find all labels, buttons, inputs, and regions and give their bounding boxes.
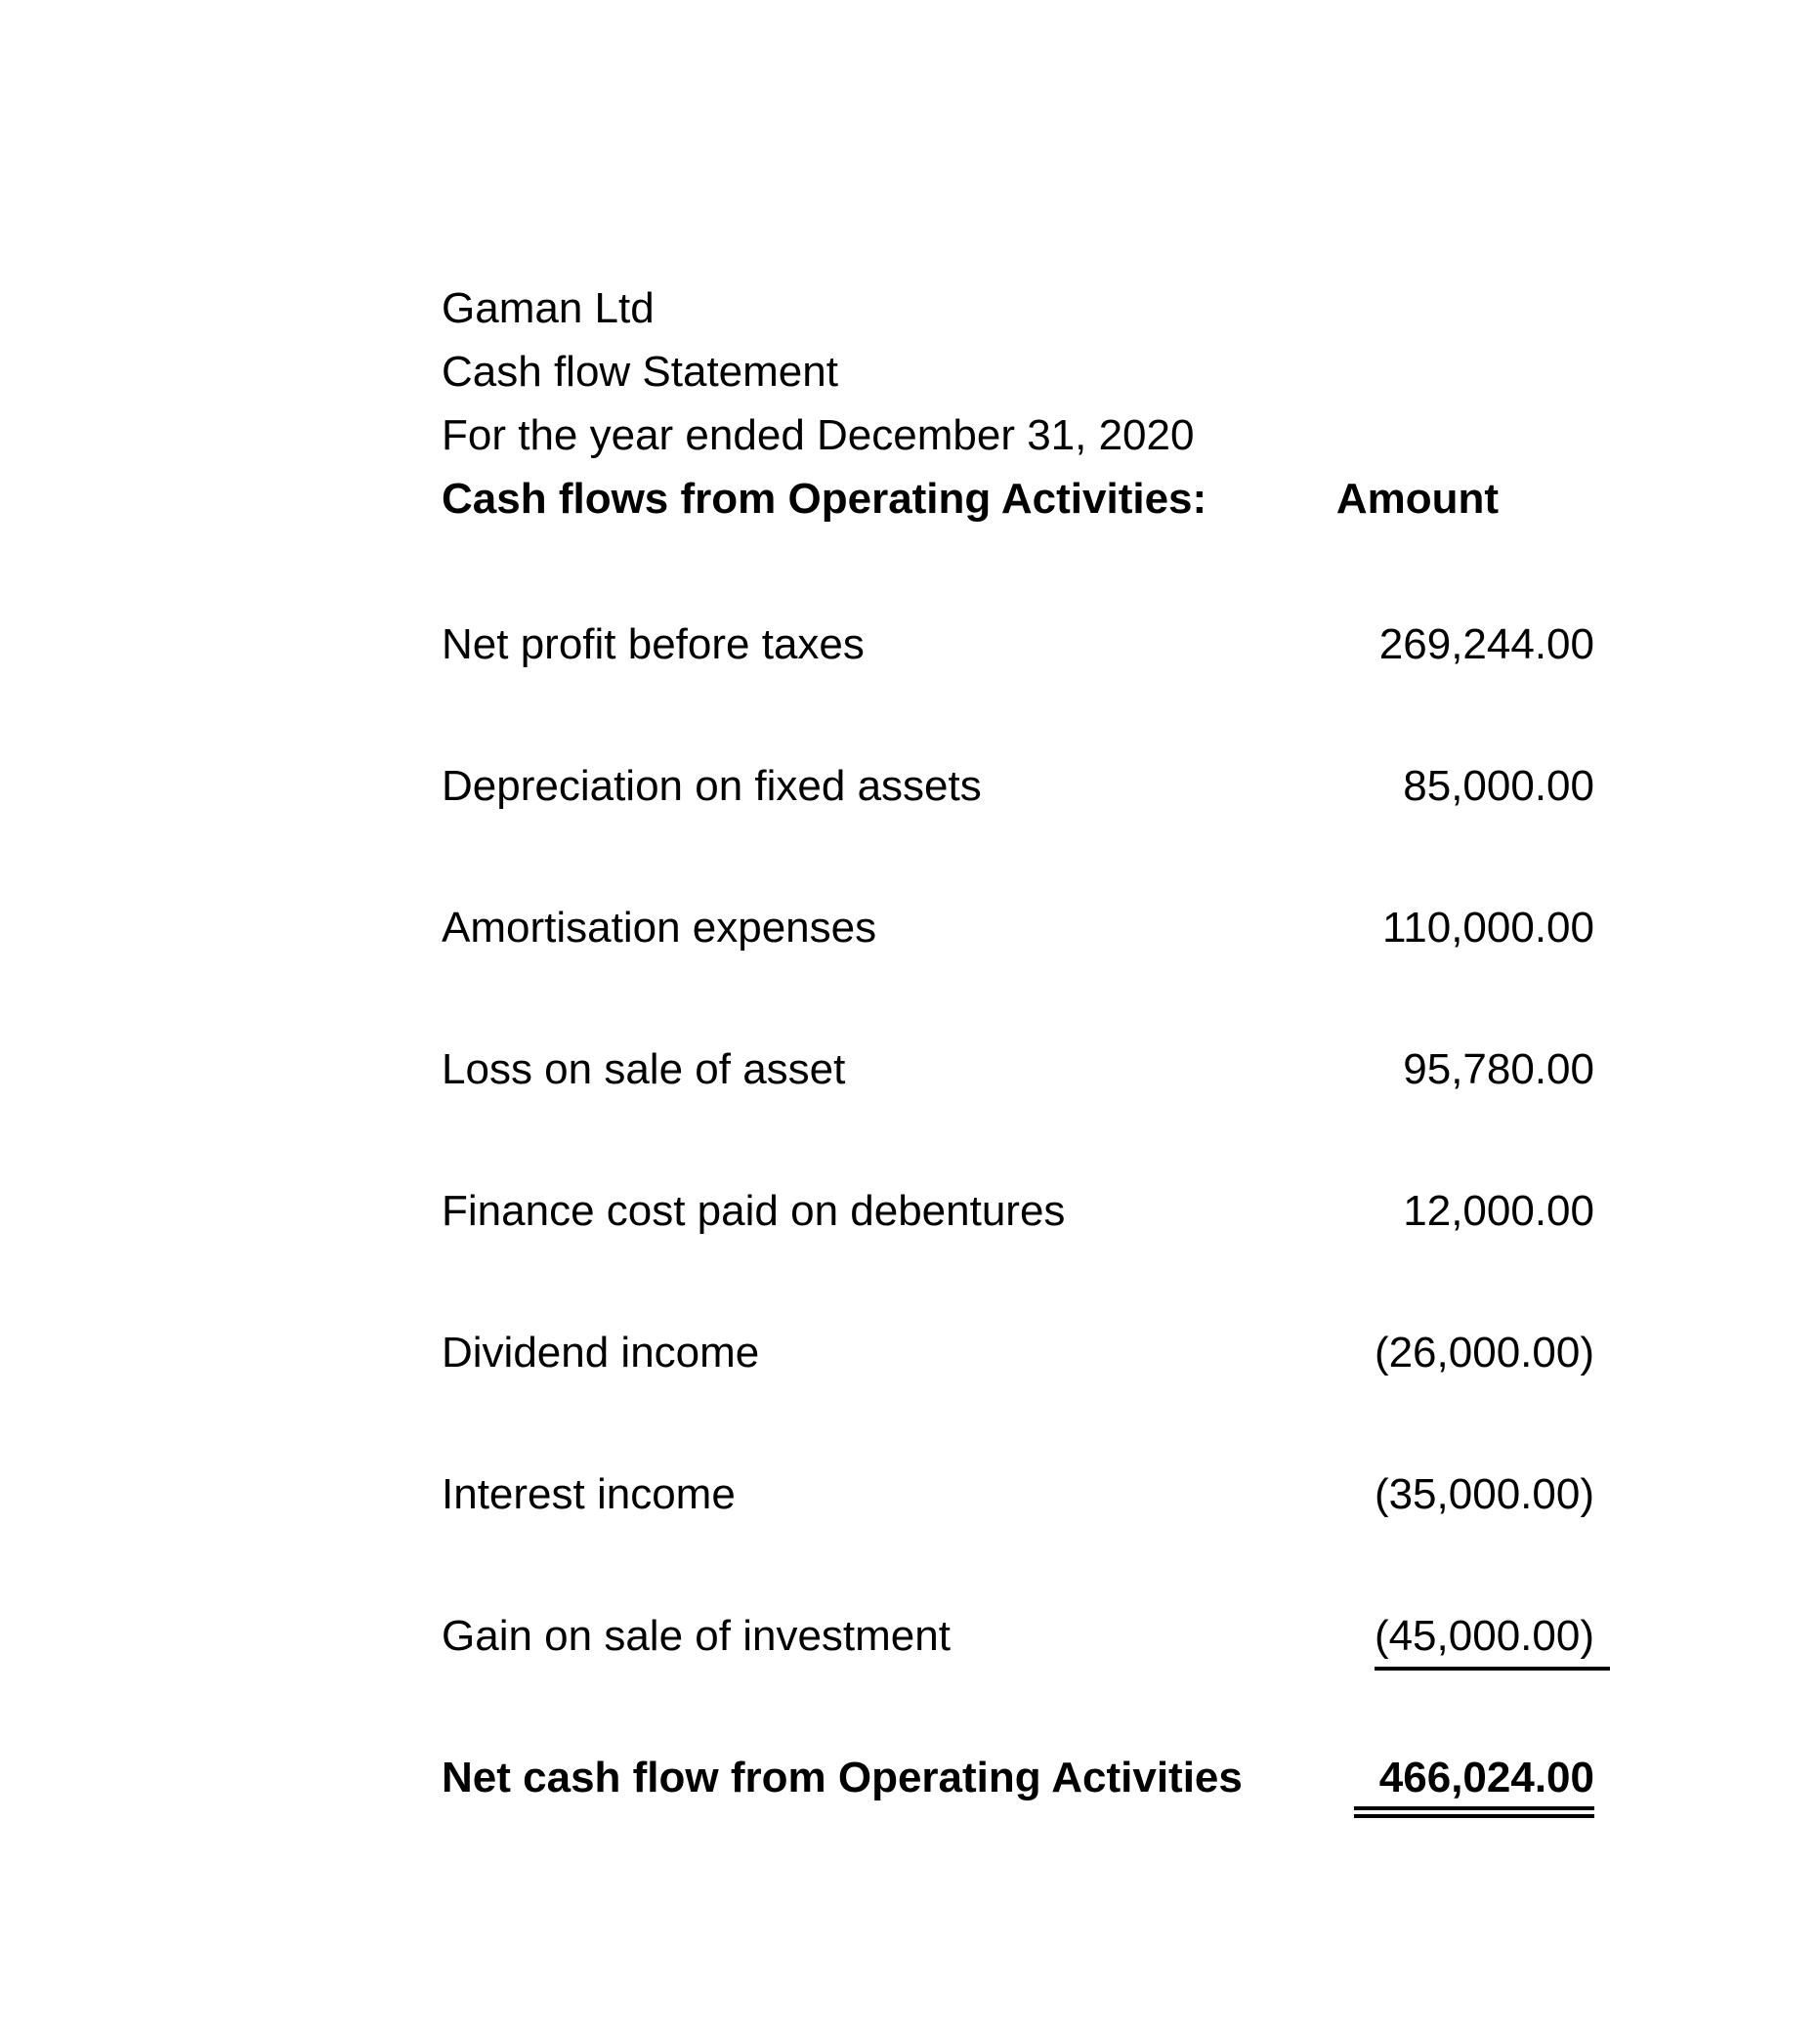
table-row (442, 1045, 1594, 1094)
document-header (442, 276, 1594, 530)
row-amount: 12,000.00 (1403, 1187, 1594, 1235)
table-row (442, 762, 1594, 811)
section-title: Cash flows from Operating Activities: (442, 475, 1207, 523)
row-label: Depreciation on fixed assets (442, 762, 982, 810)
row-amount: (26,000.00) (1374, 1329, 1594, 1377)
total-label: Net cash flow from Operating Activities (442, 1754, 1243, 1801)
company-name: Gaman Ltd (442, 284, 655, 332)
amount-column-header: Amount (1335, 475, 1499, 523)
row-amount: (35,000.00) (1374, 1470, 1594, 1518)
total-amount-double-underlined: 466,024.00 (1354, 1754, 1594, 1818)
section-header-row (442, 467, 1594, 530)
row-label: Finance cost paid on debentures (442, 1187, 1066, 1235)
table-row (442, 1329, 1594, 1377)
table-row (442, 904, 1594, 953)
row-label: Loss on sale of asset (442, 1045, 846, 1093)
row-amount: 95,780.00 (1403, 1045, 1594, 1093)
total-row (442, 1754, 1594, 1818)
period-line: For the year ended December 31, 2020 (442, 411, 1195, 459)
statement-title: Cash flow Statement (442, 348, 838, 396)
table-row (442, 1612, 1594, 1671)
row-label: Dividend income (442, 1329, 760, 1377)
table-row (442, 1187, 1594, 1236)
table-row (442, 1470, 1594, 1519)
row-label: Net profit before taxes (442, 620, 865, 668)
row-amount-underlined: (45,000.00) (1375, 1612, 1610, 1671)
row-amount: 85,000.00 (1403, 762, 1594, 810)
row-amount: 110,000.00 (1382, 904, 1594, 952)
row-amount: 269,244.00 (1378, 620, 1594, 668)
row-label: Amortisation expenses (442, 904, 877, 952)
table-row (442, 620, 1594, 669)
row-label: Gain on sale of investment (442, 1612, 951, 1660)
row-label: Interest income (442, 1470, 736, 1518)
